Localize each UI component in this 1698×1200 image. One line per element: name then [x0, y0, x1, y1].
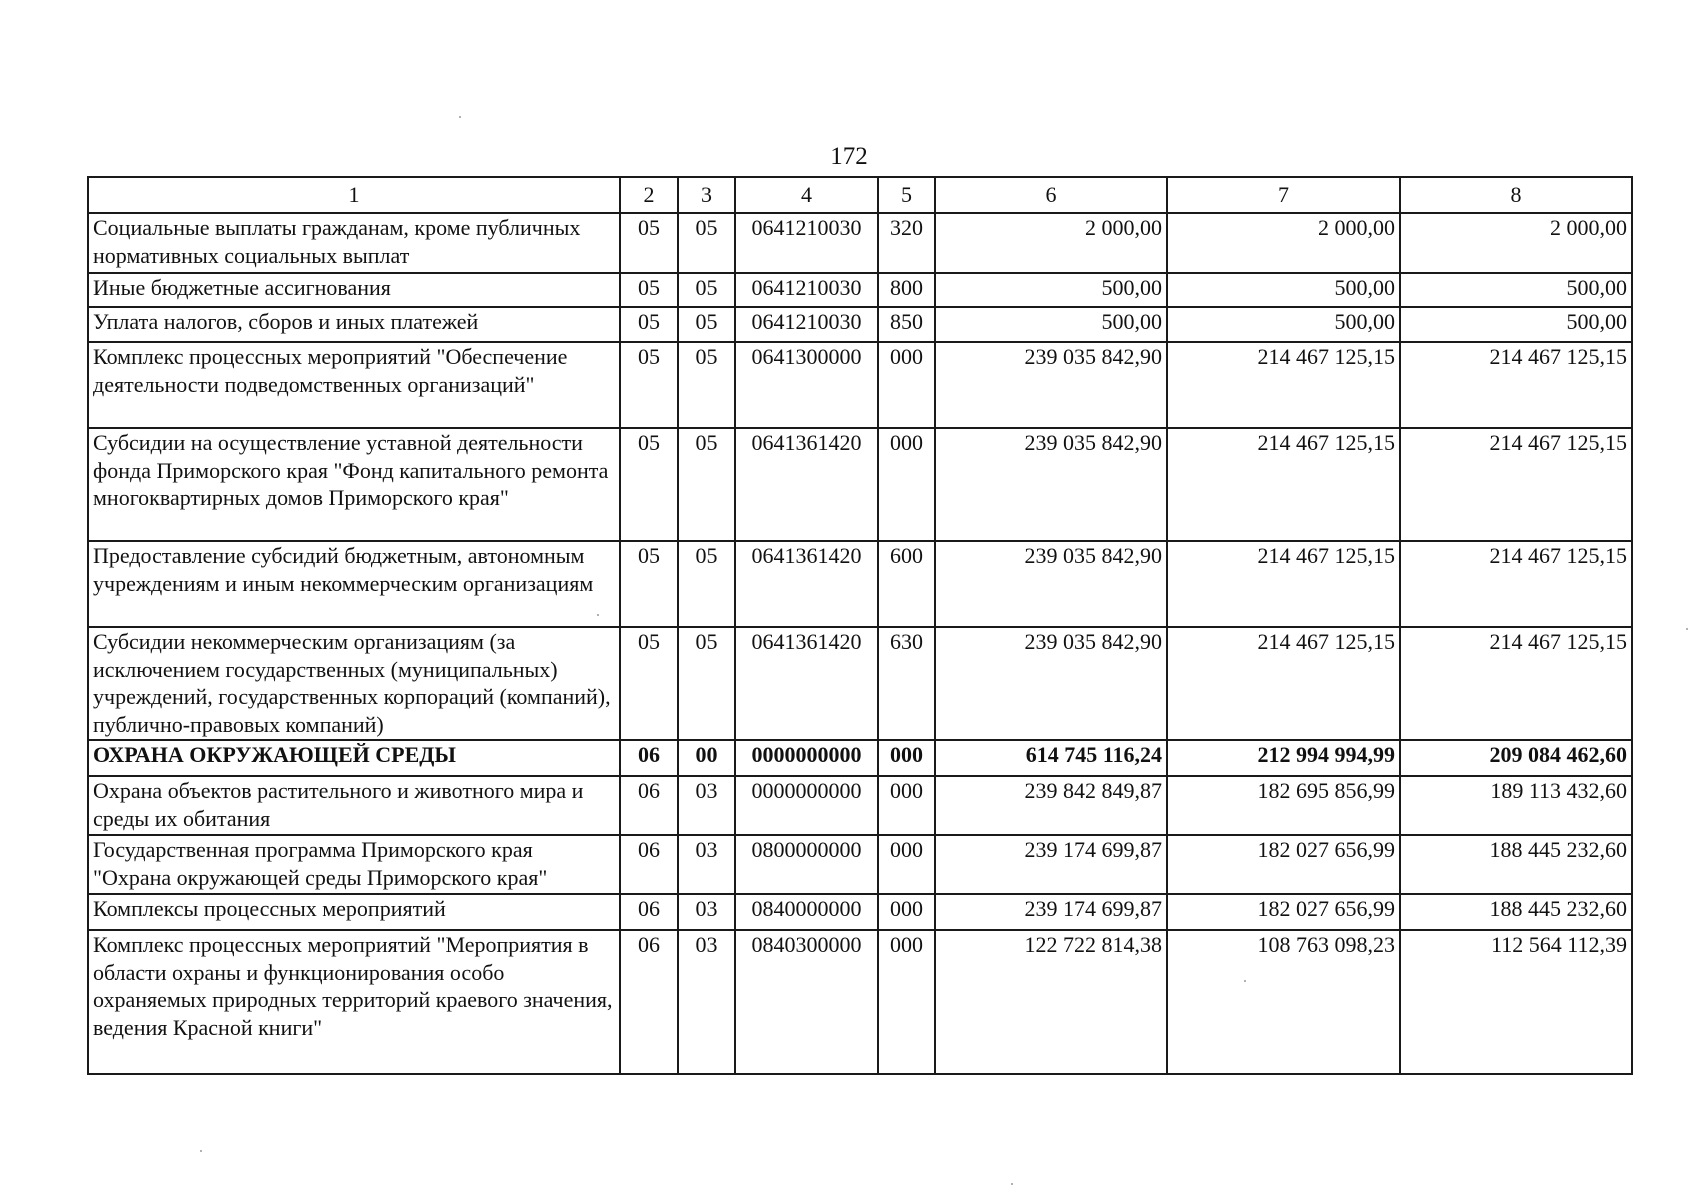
expense-type-code: 000	[878, 776, 935, 835]
page-number: 172	[830, 143, 868, 170]
target-article-code: 0641210030	[735, 273, 878, 307]
table-row	[88, 541, 1632, 627]
amount-col-7: 500,00	[1167, 307, 1400, 342]
table-row	[88, 627, 1632, 740]
table-header-row	[88, 177, 1632, 213]
subsection-code: 03	[678, 776, 735, 835]
amount-col-8: 209 084 462,60	[1400, 740, 1632, 776]
row-name: Субсидии некоммерческим организациям (за исключением государственных (муниципальных) учреждений, государственных корпораций (компаний), публично-правовых компаний)	[88, 627, 620, 740]
expense-type-code: 000	[878, 342, 935, 428]
expense-type-code: 000	[878, 740, 935, 776]
table-row	[88, 428, 1632, 541]
expense-type-code: 630	[878, 627, 935, 740]
amount-col-6: 122 722 814,38	[935, 930, 1167, 1074]
scan-speck	[1244, 980, 1246, 982]
subsection-code: 05	[678, 273, 735, 307]
subsection-code: 00	[678, 740, 735, 776]
expense-type-code: 000	[878, 894, 935, 930]
row-name: Охрана объектов растительного и животного мира и среды их обитания	[88, 776, 620, 835]
target-article-code: 0641361420	[735, 627, 878, 740]
subsection-code: 05	[678, 428, 735, 541]
scan-speck	[597, 614, 599, 616]
table-row	[88, 930, 1632, 1074]
subsection-code: 05	[678, 627, 735, 740]
amount-col-6: 239 035 842,90	[935, 627, 1167, 740]
amount-col-8: 188 445 232,60	[1400, 894, 1632, 930]
target-article-code: 0641300000	[735, 342, 878, 428]
amount-col-6: 239 035 842,90	[935, 342, 1167, 428]
amount-col-8: 2 000,00	[1400, 213, 1632, 273]
amount-col-7: 108 763 098,23	[1167, 930, 1400, 1074]
subsection-code: 05	[678, 342, 735, 428]
section-code: 06	[620, 776, 678, 835]
subsection-code: 03	[678, 930, 735, 1074]
table-row	[88, 307, 1632, 342]
row-name: Комплекс процессных мероприятий "Обеспечение деятельности подведомственных организаций"	[88, 342, 620, 428]
row-name: Предоставление субсидий бюджетным, автономным учреждениям и иным некоммерческим организациям	[88, 541, 620, 627]
column-header: 6	[935, 177, 1167, 213]
amount-col-6: 239 174 699,87	[935, 894, 1167, 930]
section-code: 06	[620, 894, 678, 930]
subsection-code: 03	[678, 835, 735, 894]
scan-speck	[1686, 628, 1688, 630]
section-code: 05	[620, 273, 678, 307]
amount-col-7: 182 695 856,99	[1167, 776, 1400, 835]
column-header: 4	[735, 177, 878, 213]
row-name: Субсидии на осуществление уставной деятельности фонда Приморского края "Фонд капитального ремонта многоквартирных домов Приморского края"	[88, 428, 620, 541]
target-article-code: 0000000000	[735, 740, 878, 776]
expense-type-code: 320	[878, 213, 935, 273]
amount-col-8: 500,00	[1400, 307, 1632, 342]
amount-col-7: 182 027 656,99	[1167, 894, 1400, 930]
table-row	[88, 213, 1632, 273]
amount-col-7: 212 994 994,99	[1167, 740, 1400, 776]
row-name: Государственная программа Приморского края "Охрана окружающей среды Приморского края"	[88, 835, 620, 894]
subsection-code: 03	[678, 894, 735, 930]
amount-col-6: 2 000,00	[935, 213, 1167, 273]
amount-col-8: 189 113 432,60	[1400, 776, 1632, 835]
section-code: 05	[620, 627, 678, 740]
amount-col-8: 214 467 125,15	[1400, 428, 1632, 541]
section-code: 06	[620, 740, 678, 776]
expense-type-code: 850	[878, 307, 935, 342]
target-article-code: 0641361420	[735, 428, 878, 541]
section-code: 06	[620, 835, 678, 894]
target-article-code: 0641361420	[735, 541, 878, 627]
amount-col-6: 239 035 842,90	[935, 541, 1167, 627]
row-name: Иные бюджетные ассигнования	[88, 273, 620, 307]
amount-col-7: 2 000,00	[1167, 213, 1400, 273]
amount-col-6: 614 745 116,24	[935, 740, 1167, 776]
section-code: 05	[620, 342, 678, 428]
row-name: Социальные выплаты гражданам, кроме публичных нормативных социальных выплат	[88, 213, 620, 273]
table-row	[88, 776, 1632, 835]
expense-type-code: 800	[878, 273, 935, 307]
column-header: 5	[878, 177, 935, 213]
target-article-code: 0641210030	[735, 213, 878, 273]
column-header: 7	[1167, 177, 1400, 213]
amount-col-7: 214 467 125,15	[1167, 541, 1400, 627]
amount-col-7: 214 467 125,15	[1167, 342, 1400, 428]
amount-col-6: 239 842 849,87	[935, 776, 1167, 835]
row-name: Комплексы процессных мероприятий	[88, 894, 620, 930]
table-row	[88, 740, 1632, 776]
row-name: Уплата налогов, сборов и иных платежей	[88, 307, 620, 342]
table-row	[88, 835, 1632, 894]
amount-col-8: 500,00	[1400, 273, 1632, 307]
section-code: 05	[620, 541, 678, 627]
target-article-code: 0800000000	[735, 835, 878, 894]
budget-table	[87, 176, 1633, 1075]
amount-col-7: 182 027 656,99	[1167, 835, 1400, 894]
expense-type-code: 000	[878, 428, 935, 541]
target-article-code: 0000000000	[735, 776, 878, 835]
amount-col-6: 239 174 699,87	[935, 835, 1167, 894]
amount-col-6: 500,00	[935, 307, 1167, 342]
table-row	[88, 894, 1632, 930]
scan-speck	[1011, 1183, 1013, 1185]
subsection-code: 05	[678, 307, 735, 342]
target-article-code: 0840300000	[735, 930, 878, 1074]
section-code: 05	[620, 428, 678, 541]
expense-type-code: 000	[878, 930, 935, 1074]
row-name: Комплекс процессных мероприятий "Мероприятия в области охраны и функционирования особо охраняемых природных территорий краевого значения, ведения Красной книги"	[88, 930, 620, 1074]
amount-col-7: 214 467 125,15	[1167, 627, 1400, 740]
column-header: 3	[678, 177, 735, 213]
section-code: 05	[620, 307, 678, 342]
amount-col-8: 112 564 112,39	[1400, 930, 1632, 1074]
amount-col-8: 214 467 125,15	[1400, 541, 1632, 627]
section-code: 05	[620, 213, 678, 273]
amount-col-8: 214 467 125,15	[1400, 627, 1632, 740]
target-article-code: 0641210030	[735, 307, 878, 342]
expense-type-code: 600	[878, 541, 935, 627]
amount-col-6: 239 035 842,90	[935, 428, 1167, 541]
column-header: 1	[88, 177, 620, 213]
subsection-code: 05	[678, 541, 735, 627]
target-article-code: 0840000000	[735, 894, 878, 930]
amount-col-8: 214 467 125,15	[1400, 342, 1632, 428]
column-header: 2	[620, 177, 678, 213]
row-name: ОХРАНА ОКРУЖАЮЩЕЙ СРЕДЫ	[88, 740, 620, 776]
table-row	[88, 342, 1632, 428]
amount-col-8: 188 445 232,60	[1400, 835, 1632, 894]
amount-col-7: 500,00	[1167, 273, 1400, 307]
table-row	[88, 273, 1632, 307]
scan-speck	[200, 1150, 202, 1152]
scan-speck	[459, 116, 461, 118]
amount-col-6: 500,00	[935, 273, 1167, 307]
column-header: 8	[1400, 177, 1632, 213]
subsection-code: 05	[678, 213, 735, 273]
amount-col-7: 214 467 125,15	[1167, 428, 1400, 541]
expense-type-code: 000	[878, 835, 935, 894]
section-code: 06	[620, 930, 678, 1074]
